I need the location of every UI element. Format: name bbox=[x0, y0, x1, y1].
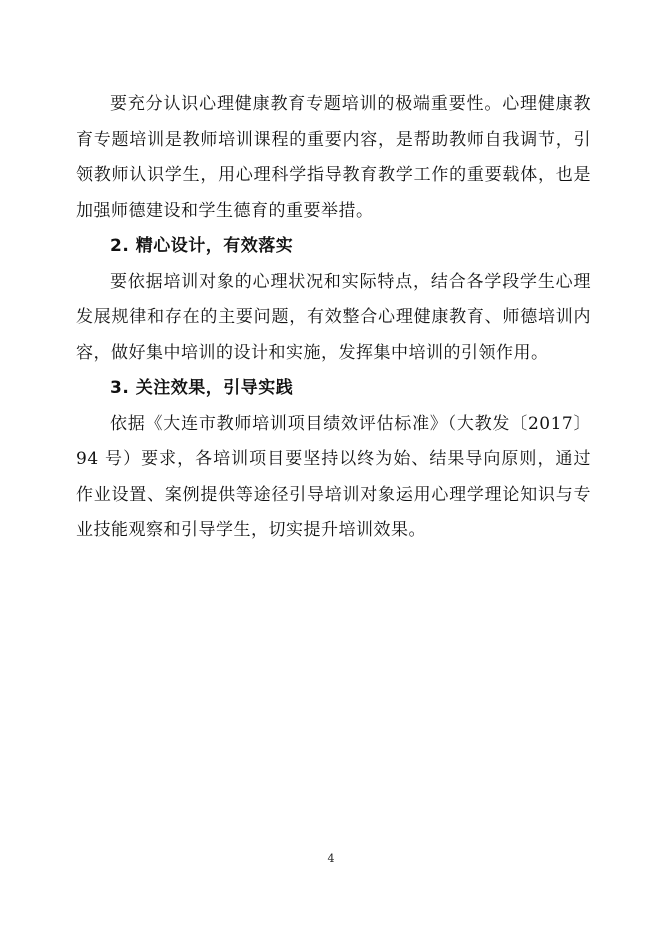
paragraph-importance: 要充分认识心理健康教育专题培训的极端重要性。心理健康教育专题培训是教师培训课程的重要内容，是帮助教师自我调节，引领教师认识学生，用心理科学指导教育教学工作的重要载体，也是加强师德建设和学生德育的重要举措。 bbox=[76, 94, 591, 221]
paragraph-design: 要依据培训对象的心理状况和实际特点，结合各学段学生心理发展规律和存在的主要问题，有效整合心理健康教育、师德培训内容，做好集中培训的设计和实施，发挥集中培训的引领作用。 bbox=[76, 271, 591, 363]
page-number: 4 bbox=[327, 852, 335, 865]
paragraph-effect: 依据《大连市教师培训项目绩效评估标准》（大教发〔2017〕94 号）要求，各培训项目要坚持以终为始、结果导向原则，通过作业设置、案例提供等途径引导培训对象运用心理学理论知识与专业技能观察和引导学生，切实提升培训效果。 bbox=[76, 413, 591, 540]
document-body bbox=[76, 87, 591, 549]
section-heading-3: 3. 关注效果，引导实践 bbox=[110, 378, 294, 398]
section-heading-2: 2. 精心设计，有效落实 bbox=[110, 236, 294, 256]
